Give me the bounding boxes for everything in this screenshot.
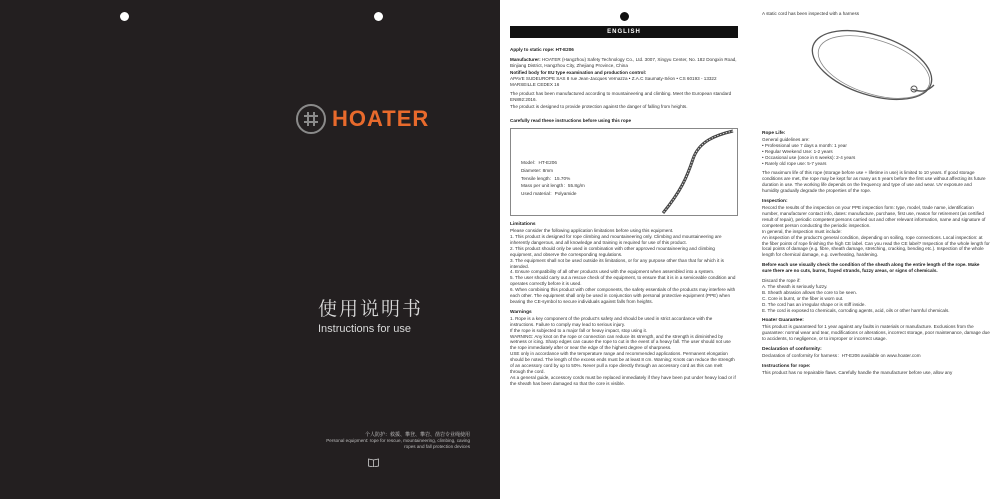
manual-page [500,0,1000,499]
limitations-list [510,228,738,305]
rope-life-list [762,137,990,167]
list-item: E. The cord is exposed to chemicals, corroding agents, acid, oils or other harmful chemicals. [762,307,950,313]
approval-text: The product has been manufactured according to mountaineering and climbing. Meet the European standard EN892:2016. [510,91,732,103]
list-item: • Professional use 7 days a month: 1 year [762,142,847,148]
list-item: • Rarely old rope use: 5-7 years [762,160,827,166]
guarantee-heading: Hoater Guarantee: [762,318,804,324]
list-item: As a general guide, accessory cords must be replaced immediately if they have been put under heavy load or if the sheath has been damaged so that the core is visible. [510,374,736,386]
conformity-text: Declaration of conformity for harness：HT-E206 available on www.hoater.com [762,353,921,359]
list-item: 5. The user should carry out a rescue check of the equipment, to ensure that it is in a serviceable condition and operates correctly before it is used. [510,275,736,287]
inspection-text: Record the results of the inspection on your PPE inspection form: type, model, trade name, identification number, manufacturer contact info, dates: manufacture, purchase, first use, reason for retirement (as certified result of repair), periodic competent persons carried out and other relevant information, name and signature of competent person conducting the periodic inspection. [762,205,986,228]
manual-column-left [510,26,738,387]
instructions-text: This product has no repairable flaws. Carefully handle the manufacturer before use, allow any [762,370,953,376]
binding-hole [374,12,383,21]
list-item: • Regular Weekend Use: 1-2 years [762,148,833,154]
discard-heading: Discard the rope if: [762,278,801,284]
list-item: A. The sheath is seriously fuzzy. [762,283,828,289]
list-item: 6. When combining this product with other components, the safety essentials of the products may interfere with each other. The equipment shall only be used in conjunction with personal protective equipment (PPE) when bearing the CE-symbol to secure individuals against falls from heights. [510,287,736,304]
list-item: Please consider the following application limitations before using this equipment. [510,228,674,234]
list-item: If the rope is subjected to a major fall or heavy impact, stop using it. [510,327,648,333]
list-item: D. The cord has an irregular shape or is stiff inside. [762,301,866,307]
list-item: 3. The equipment shall not be used outside its limitations, or for any purpose other than that for which it is intended. [510,257,724,269]
storage-text: The maximum life of this rope (storage before use + lifetime in use) is limited to 10 years. If good storage conditions are met, the rope may be kept for as many as 5 years before the first use without affecting its future duration in use. The working life depends on the frequency and type of use and wear. UV exposure and humidity gradually degrade the properties of the rope. [762,170,986,194]
limitations-heading: Limitations [510,222,536,228]
list-item: 2. This product should only be used in combination with other approved mountaineering and climbing equipment, and observe the corresponding regulations. [510,245,715,257]
list-item: • Occasional use (once in 6 weeks): 2-4 years [762,154,856,160]
logo-emblem-icon [296,104,326,134]
coiled-rope-icon [762,21,990,127]
warnings-heading: Warnings [510,309,532,315]
cover-note-chinese: 个人防护：救援、攀登、攀岩、凿岩专业绳使用 [364,432,470,438]
conformity-heading: Declaration of conformity: [762,347,822,353]
brand-name: HOATER [332,106,430,131]
read-first-notice: Carefully read these instructions before using this rope [510,118,631,124]
ring-caption: A static cord has been inspected with a harness [762,11,860,16]
rope-spec-figure [510,128,738,216]
list-item: USE only in accordance with the temperature range and recommended applications. Permanent elongation should be noted. The length of the excess ends must be at least 8 cm. Warning: Knots can reduce the strength of an accessory cord by up to 50%. Never pull a rope directly through an accessory cord as this can melt through the cord. [510,351,735,374]
manual-column-right [762,11,990,376]
spec-diameter: Diameter: 8mm [521,167,554,173]
inspection-heading: Inspection: [762,199,788,205]
spec-material: Used material：Polyamide [521,191,577,197]
cover-note-english: Personal equipment: rope for rescue, mountaineering, climbing, caving ropes and fall protection devices [326,438,470,449]
list-item: 4. Ensure compatibility of all other products used with the equipment when assembled into a system. [510,269,715,275]
brand-logo [296,104,429,134]
rope-spec-list [521,159,585,198]
inspection-detail: An inspection of the product's general condition, depending on soiling, rope connections. Local inspection: at the fiber points of rope finishing the high CE label. Can you read the CE label? Inspection of the whole length for local points of damage (e.g. fibre, sheath damage, stretching, cracking, bending etc.). Inspection of the whole length for chemical damage, e.g. overheating, hardening. [762,234,990,258]
instructions-heading: Instructions for rope: [762,364,811,370]
list-item: WARNING: Any knot on the rope or connection can reduce its strength, and the strength is diminished by wetness or icing. Sharp edges can cause the rope to cut in the event of a heavy fall. The user should not use the rope immediately after or near the edge of the highest degree of sharpness. [510,333,731,351]
list-item: B. Sheath abrasion allows the core to be seen. [762,289,857,295]
notified-body-block: Notified body for EU type examination and production control: APAVE SUDEUROPE SAS 8 rue Jean-Jacques Vernazza • Z.A.C Saumaty-Séon • CS 60193 - 13322 MARSEILLE CEDEX 16 [510,69,717,87]
list-item: C. Core is burnt, or the fiber is worn out. [762,295,844,301]
spec-length: Tensile length：15.70% [521,175,571,181]
list-item: General guidelines are: [762,136,810,142]
book-icon [368,458,379,467]
inspection-general: In general, the inspection must include: [762,228,842,234]
cover-title-chinese: 使用说明书 [318,298,424,320]
binding-hole [120,12,129,21]
purpose-text: The product is designed to provide protection against the danger of falling from heights. [510,104,688,110]
product-line: Apply to static rope: HT-E206 [510,47,574,52]
guarantee-text: This product is guaranteed for 1 year against any faults in materials or manufacture. Exclusions from the guarantee: normal wear and tear, modifications or alterations, incorrect storage, poor maintenance, damage due to accidents, to negligence, or to improper or incorrect usage. [762,324,990,342]
cover-title-english: Instructions for use [318,323,411,335]
language-header: ENGLISH [510,26,738,38]
warnings-list [510,316,738,387]
binding-hole [620,12,629,21]
rope-ring-figure [762,21,990,127]
manufacturer-block: Manufacturer: HOATER (Hangzhou) Safety Technology Co., Ltd. 3007, Xingyu Center, No. 182 Dongxin Road, Binjiang District, Hangzhou City, Zhejiang Province, China [510,56,737,68]
discard-list [762,284,990,314]
list-item: 1. This product is designed for rope climbing and mountaineering only. Climbing and mountaineering are inherently dangerous, and all knowledge and training is required for use of this product. [510,233,722,245]
list-item: 1. Rope is a key component of the product's safety and should be used in strict accordance with the instructions. Failure to comply may lead to serious injury. [510,315,713,327]
rope-life-heading: Rope Life: [762,130,786,136]
spec-mass: Mass per unit length：55.8g/m [521,183,585,189]
before-use-text: Before each use visually check the condition of the sheath along the entire length of the rope. Make sure there are no cuts, burns, frayed strands, fuzzy areas, or signs of chemicals. [762,262,980,274]
spec-model: Model：HT-E206 [521,160,557,166]
